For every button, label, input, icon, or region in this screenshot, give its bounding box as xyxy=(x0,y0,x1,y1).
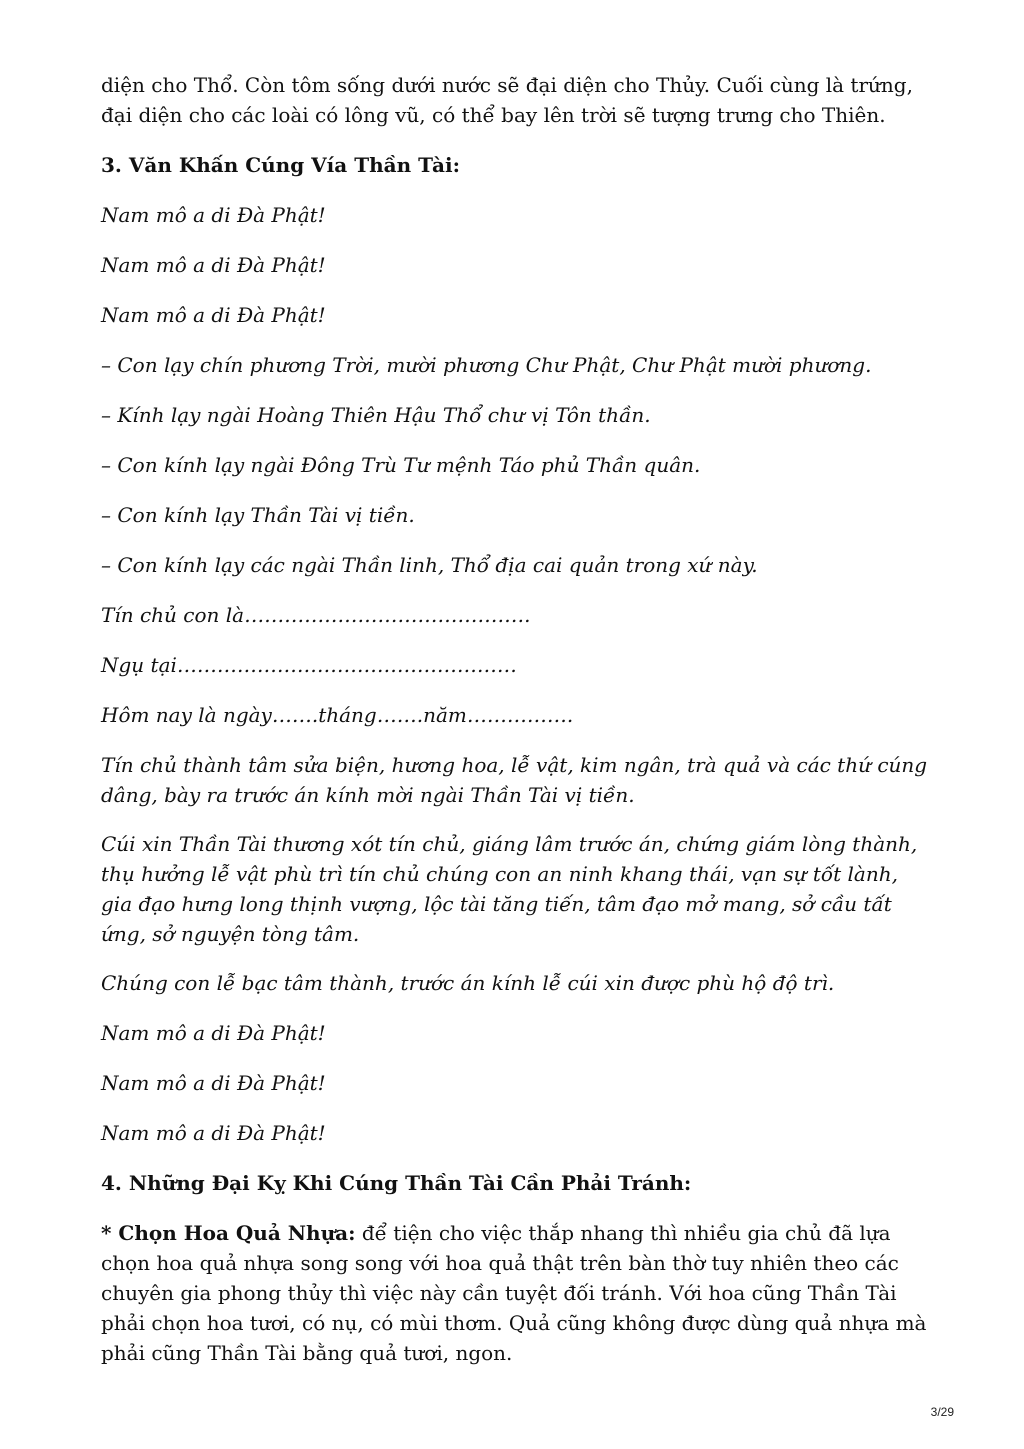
paragraph-lead: * Chọn Hoa Quả Nhựa: xyxy=(101,1221,356,1245)
page-number: 3/29 xyxy=(930,1405,954,1419)
prayer-line: – Con lạy chín phương Trời, mười phương Chư Phật, Chư Phật mười phương. xyxy=(101,353,872,377)
prayer-line: – Con kính lạy ngài Đông Trù Tư mệnh Táo phủ Thần quân. xyxy=(101,453,701,477)
prayer-line: – Kính lạy ngài Hoàng Thiên Hậu Thổ chư vị Tôn thần. xyxy=(101,403,651,427)
paragraph-body: để tiện cho việc thắp nhang thì nhiều gia chủ đã lựa chọn hoa quả nhựa song song với hoa quả thật trên bàn thờ tuy nhiên theo các chuyên gia phong thủy thì việc này cần tuyệt đối tránh. Với hoa cũng Thần Tài phải chọn hoa tươi, có nụ, có mùi thơm. Quả cũng không được dùng quả nhựa mà phải cũng Thần Tài bằng quả tươi, ngon. xyxy=(101,1221,927,1365)
intro-paragraph: diện cho Thổ. Còn tôm sống dưới nước sẽ đại diện cho Thủy. Cuối cùng là trứng, đại diện cho các loài có lông vũ, có thể bay lên trời sẽ tượng trưng cho Thiên. xyxy=(101,73,913,127)
section-4-paragraph xyxy=(101,1218,931,1368)
prayer-line: Nam mô a di Đà Phật! xyxy=(101,253,326,277)
prayer-line: Chúng con lễ bạc tâm thành, trước án kính lễ cúi xin được phù hộ độ trì. xyxy=(101,971,835,995)
prayer-paragraph: Tín chủ thành tâm sửa biện, hương hoa, lễ vật, kim ngân, trà quả và các thứ cúng dâng, bày ra trước án kính mời ngài Thần Tài vị tiền. xyxy=(101,753,928,807)
prayer-fill-in-address: Ngụ tại…………………………………………… xyxy=(101,653,517,677)
prayer-line: – Con kính lạy Thần Tài vị tiền. xyxy=(101,503,415,527)
prayer-fill-in-date: Hôm nay là ngày…….tháng…….năm……………. xyxy=(101,703,574,727)
document-page xyxy=(101,70,931,1388)
prayer-line: Nam mô a di Đà Phật! xyxy=(101,303,326,327)
prayer-paragraph: Cúi xin Thần Tài thương xót tín chủ, giáng lâm trước án, chứng giám lòng thành, thụ hưởng lễ vật phù trì tín chủ chúng con an ninh khang thái, vạn sự tốt lành, gia đạo hưng long thịnh vượng, lộc tài tăng tiến, tâm đạo mở mang, sở cầu tất ứng, sở nguyện tòng tâm. xyxy=(101,832,918,946)
prayer-fill-in-name: Tín chủ con là……………………………………. xyxy=(101,603,531,627)
prayer-line: Nam mô a di Đà Phật! xyxy=(101,1121,326,1145)
section-4-heading: 4. Những Đại Kỵ Khi Cúng Thần Tài Cần Phải Tránh: xyxy=(101,1171,692,1195)
prayer-line: – Con kính lạy các ngài Thần linh, Thổ địa cai quản trong xứ này. xyxy=(101,553,758,577)
prayer-line: Nam mô a di Đà Phật! xyxy=(101,203,326,227)
prayer-line: Nam mô a di Đà Phật! xyxy=(101,1021,326,1045)
prayer-line: Nam mô a di Đà Phật! xyxy=(101,1071,326,1095)
section-3-heading: 3. Văn Khấn Cúng Vía Thần Tài: xyxy=(101,153,460,177)
